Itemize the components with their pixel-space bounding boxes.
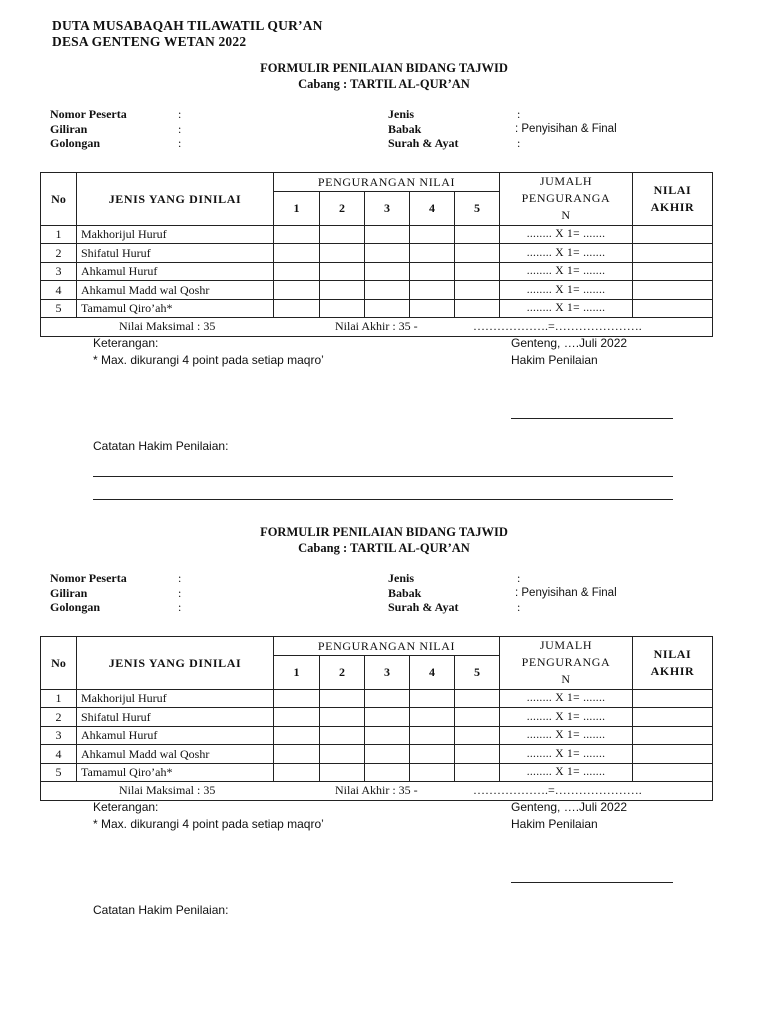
babak-value: : Penyisihan & Final [515,122,617,135]
row-criterion: Ahkamul Madd wal Qoshr [77,281,274,300]
colon: : [178,571,182,585]
score-cell-2[interactable] [320,689,365,708]
label-jenis: Jenis [388,571,415,585]
col-header-2: 2 [320,191,365,225]
score-table [40,172,713,337]
label-giliran: Giliran [50,585,88,600]
signature-line[interactable] [511,418,673,419]
score-cell-5[interactable] [455,708,500,727]
keterangan-label: Keterangan: [93,800,159,814]
row-calc[interactable]: ........ X 1= ....... [500,281,633,300]
col-header-3: 3 [365,191,410,225]
row-nilai-akhir[interactable] [633,689,713,708]
catatan-label: Catatan Hakim Penilaian: [93,903,229,917]
score-cell-1[interactable] [274,726,320,745]
row-calc[interactable]: ........ X 1= ....... [500,726,633,745]
col-header-no: No [41,637,77,690]
score-cell-1[interactable] [274,763,320,782]
score-cell-3[interactable] [365,281,410,300]
row-criterion: Makhorijul Huruf [77,689,274,708]
score-cell-1[interactable] [274,689,320,708]
score-cell-2[interactable] [320,708,365,727]
score-cell-2[interactable] [320,281,365,300]
label-surah-ayat: Surah & Ayat [388,600,459,614]
row-calc[interactable]: ........ X 1= ....... [500,689,633,708]
row-no: 5 [41,763,77,782]
score-cell-5[interactable] [455,763,500,782]
score-cell-5[interactable] [455,299,500,318]
keterangan-label: Keterangan: [93,336,159,350]
row-nilai-akhir[interactable] [633,763,713,782]
table-footer-row [41,782,713,801]
score-cell-1[interactable] [274,299,320,318]
label-babak: Babak [388,121,422,136]
score-cell-4[interactable] [410,225,455,244]
score-cell-5[interactable] [455,745,500,764]
score-cell-1[interactable] [274,225,320,244]
score-cell-5[interactable] [455,262,500,281]
footer-nilai-maksimal: Nilai Maksimal : 35 [119,319,216,333]
place-date: Genteng, ….Juli 2022 [511,800,628,814]
score-cell-3[interactable] [365,262,410,281]
row-no: 1 [41,225,77,244]
col-header-4: 4 [410,191,455,225]
label-jenis: Jenis [388,107,415,121]
catatan-line-1[interactable] [93,476,673,477]
score-cell-2[interactable] [320,262,365,281]
row-nilai-akhir[interactable] [633,726,713,745]
table-footer [41,782,713,801]
col-header-1: 1 [274,655,320,689]
header-line-1: DUTA MUSABAQAH TILAWATIL QUR’AN [52,18,323,33]
row-no: 5 [41,299,77,318]
label-golongan: Golongan [50,600,101,614]
row-criterion: Tamamul Qiro’ah* [77,763,274,782]
table-row [41,262,713,281]
label-babak: Babak [388,585,422,600]
score-cell-2[interactable] [320,763,365,782]
row-no: 3 [41,726,77,745]
form-subtitle: Cabang : TARTIL AL-QUR’AN [298,77,470,91]
row-criterion: Ahkamul Madd wal Qoshr [77,745,274,764]
score-cell-2[interactable] [320,299,365,318]
keterangan-note: * Max. dikurangi 4 point pada setiap maqro’ [93,817,324,831]
row-nilai-akhir[interactable] [633,299,713,318]
score-cell-2[interactable] [320,726,365,745]
row-calc[interactable]: ........ X 1= ....... [500,225,633,244]
score-cell-4[interactable] [410,689,455,708]
form-subtitle: Cabang : TARTIL AL-QUR’AN [298,541,470,555]
score-cell-4[interactable] [410,726,455,745]
row-nilai-akhir[interactable] [633,745,713,764]
hakim-label: Hakim Penilaian [511,817,598,831]
score-cell-3[interactable] [365,708,410,727]
score-cell-5[interactable] [455,689,500,708]
jumlah-line-1: JUMALH [539,174,593,189]
row-calc[interactable]: ........ X 1= ....... [500,745,633,764]
nilai-line-2: AKHIR [650,199,695,214]
catatan-label: Catatan Hakim Penilaian: [93,439,229,453]
table-footer-row [41,318,713,337]
table-row [41,225,713,244]
table-row [41,726,713,745]
participant-info [0,107,768,155]
colon: : [178,107,182,121]
nilai-line-1: NILAI [653,646,692,661]
score-cell-3[interactable] [365,244,410,263]
label-surah-ayat: Surah & Ayat [388,136,459,150]
hakim-label: Hakim Penilaian [511,353,598,367]
jumlah-line-3: N [561,208,571,223]
jumlah-line-2: PENGURANGA [521,191,611,206]
score-cell-2[interactable] [320,244,365,263]
col-header-4: 4 [410,655,455,689]
row-nilai-akhir[interactable] [633,708,713,727]
label-nomor-peserta: Nomor Peserta [50,107,127,121]
score-cell-1[interactable] [274,745,320,764]
place-date: Genteng, ….Juli 2022 [511,336,628,350]
jumlah-line-2: PENGURANGA [521,655,611,670]
jumlah-line-3: N [561,672,571,687]
row-criterion: Shifatul Huruf [77,244,274,263]
score-cell-4[interactable] [410,708,455,727]
table-row [41,244,713,263]
footer-nilai-maksimal: Nilai Maksimal : 35 [119,783,216,797]
col-header-5: 5 [455,655,500,689]
score-cell-5[interactable] [455,281,500,300]
footer-nilai-akhir: Nilai Akhir : 35 - [335,783,418,797]
score-cell-3[interactable] [365,225,410,244]
form-title: FORMULIR PENILAIAN BIDANG TAJWID [260,525,508,539]
table-row [41,763,713,782]
score-cell-3[interactable] [365,745,410,764]
col-header-pengurangan: PENGURANGAN NILAI [274,637,500,656]
colon: : [517,136,521,150]
jumlah-line-1: JUMALH [539,638,593,653]
col-header-pengurangan: PENGURANGAN NILAI [274,173,500,192]
colon: : [517,600,521,614]
table-row [41,708,713,727]
colon: : [178,121,182,136]
colon: : [517,571,521,585]
colon: : [517,107,521,121]
row-nilai-akhir[interactable] [633,244,713,263]
score-cell-5[interactable] [455,244,500,263]
score-cell-4[interactable] [410,262,455,281]
score-cell-2[interactable] [320,745,365,764]
score-cell-1[interactable] [274,708,320,727]
row-criterion: Ahkamul Huruf [77,262,274,281]
footer-dots[interactable]: ……………….=…………………. [473,319,642,333]
score-cell-3[interactable] [365,689,410,708]
row-nilai-akhir[interactable] [633,281,713,300]
label-nomor-peserta: Nomor Peserta [50,571,127,585]
col-header-no: No [41,173,77,226]
score-cell-3[interactable] [365,299,410,318]
col-header-nilai-akhir [633,637,713,690]
row-calc[interactable]: ........ X 1= ....... [500,244,633,263]
col-header-5: 5 [455,191,500,225]
footer-dots[interactable]: ……………….=…………………. [473,783,642,797]
col-header-2: 2 [320,655,365,689]
row-no: 3 [41,262,77,281]
row-criterion: Tamamul Qiro’ah* [77,299,274,318]
row-no: 1 [41,689,77,708]
table-row [41,745,713,764]
participant-info [0,571,768,619]
score-cell-4[interactable] [410,299,455,318]
table-footer [41,318,713,337]
row-no: 2 [41,244,77,263]
row-criterion: Makhorijul Huruf [77,225,274,244]
score-cell-1[interactable] [274,281,320,300]
footer-nilai-akhir: Nilai Akhir : 35 - [335,319,418,333]
table-row [41,689,713,708]
label-golongan: Golongan [50,136,101,150]
col-header-jenis: JENIS YANG DINILAI [77,637,274,690]
score-cell-4[interactable] [410,281,455,300]
score-cell-5[interactable] [455,225,500,244]
score-cell-3[interactable] [365,763,410,782]
row-nilai-akhir[interactable] [633,262,713,281]
score-cell-2[interactable] [320,225,365,244]
score-cell-5[interactable] [455,726,500,745]
score-cell-4[interactable] [410,763,455,782]
row-calc[interactable]: ........ X 1= ....... [500,763,633,782]
table-row [41,299,713,318]
row-calc[interactable]: ........ X 1= ....... [500,708,633,727]
table-row [41,281,713,300]
score-cell-4[interactable] [410,745,455,764]
nilai-line-1: NILAI [653,182,692,197]
label-giliran: Giliran [50,121,88,136]
colon: : [178,136,182,150]
row-calc[interactable]: ........ X 1= ....... [500,262,633,281]
signature-line[interactable] [511,882,673,883]
keterangan-note: * Max. dikurangi 4 point pada setiap maqro’ [93,353,324,367]
col-header-3: 3 [365,655,410,689]
col-header-jumlah [500,173,633,226]
row-criterion: Ahkamul Huruf [77,726,274,745]
nilai-line-2: AKHIR [650,663,695,678]
col-header-jumlah [500,637,633,690]
row-no: 4 [41,281,77,300]
assessment-form-1 [0,18,768,488]
col-header-1: 1 [274,191,320,225]
form-title: FORMULIR PENILAIAN BIDANG TAJWID [260,61,508,75]
score-cell-3[interactable] [365,726,410,745]
col-header-nilai-akhir [633,173,713,226]
header-line-2: DESA GENTENG WETAN 2022 [52,34,247,49]
score-cell-1[interactable] [274,262,320,281]
row-no: 4 [41,745,77,764]
score-cell-4[interactable] [410,244,455,263]
colon: : [178,585,182,600]
row-no: 2 [41,708,77,727]
score-cell-1[interactable] [274,244,320,263]
col-header-jenis: JENIS YANG DINILAI [77,173,274,226]
score-table [40,636,713,801]
row-nilai-akhir[interactable] [633,225,713,244]
row-calc[interactable]: ........ X 1= ....... [500,299,633,318]
colon: : [178,600,182,614]
row-criterion: Shifatul Huruf [77,708,274,727]
babak-value: : Penyisihan & Final [515,586,617,599]
assessment-form-2 [0,482,768,952]
